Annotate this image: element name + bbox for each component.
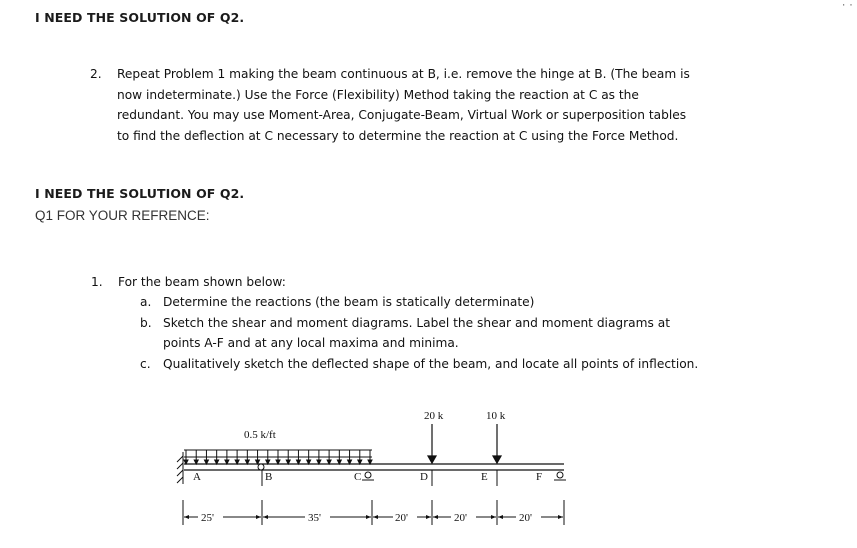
dim-bc: 35' (308, 512, 321, 524)
point-load-d-arrow-icon (428, 424, 436, 463)
q1-item-a-marker: a. (140, 295, 152, 309)
beam (184, 464, 564, 470)
q2-line-1: Repeat Problem 1 making the beam continuous at B, i.e. remove the hinge at B. (The beam is (117, 67, 690, 81)
section-markers (262, 470, 497, 486)
q2-line-3: redundant. You may use Moment-Area, Conjugate-Beam, Virtual Work or superposition tables (117, 108, 687, 122)
point-load-e-arrow-icon (493, 424, 501, 463)
q1-number: 1. (91, 275, 103, 289)
q1-item-c-text: Qualitatively sketch the deflected shape of the beam, and locate all points of inflection. (163, 356, 699, 371)
dim-ab: 25' (201, 512, 214, 524)
point-load-d-label: 20 k (424, 410, 444, 422)
point-load-e-label: 10 k (486, 410, 506, 422)
q1-item-b-marker: b. (140, 315, 152, 330)
q2-line-4: to find the deflection at C necessary to determine the reaction at C using the Force Method. (117, 128, 679, 143)
point-label-e: E (481, 471, 488, 483)
q1-item-b-text: Sketch the shear and moment diagrams. Label the shear and moment diagrams at (163, 315, 670, 330)
dim-cd: 20' (395, 512, 408, 524)
point-label-d: D (420, 471, 428, 483)
q1-reference-label: Q1 FOR YOUR REFRENCE: (35, 208, 210, 223)
q1-item-c-marker: c. (140, 356, 151, 371)
q2-number: 2. (90, 67, 102, 81)
q1-item-b-continued: points A-F and at any local maxima and minima. (163, 336, 459, 350)
q1-item-a-text: Determine the reactions (the beam is statically determinate) (163, 295, 535, 309)
header-request-q2: I NEED THE SOLUTION OF Q2. (35, 10, 245, 25)
hinge-b-icon (258, 464, 264, 470)
distributed-load-label: 0.5 k/ft (244, 429, 276, 441)
dim-de: 20' (454, 512, 467, 524)
distributed-load-arrows (184, 450, 372, 464)
point-label-a: A (193, 471, 201, 483)
point-label-c: C (354, 471, 362, 483)
dim-ef: 20' (519, 512, 532, 524)
fixed-support-a-icon (177, 452, 183, 484)
q2-line-2: now indeterminate.) Use the Force (Flexibility) Method taking the reaction at C as the (117, 87, 639, 102)
q1-intro: For the beam shown below: (118, 275, 286, 289)
roller-support-f-icon (554, 472, 566, 480)
window-corner-mark: · · (841, 0, 853, 11)
header-request-q2-repeat: I NEED THE SOLUTION OF Q2. (35, 186, 245, 201)
roller-support-c-icon (362, 472, 374, 480)
point-label-b: B (265, 471, 273, 483)
point-label-f: F (536, 471, 543, 483)
dimension-line (183, 500, 564, 525)
